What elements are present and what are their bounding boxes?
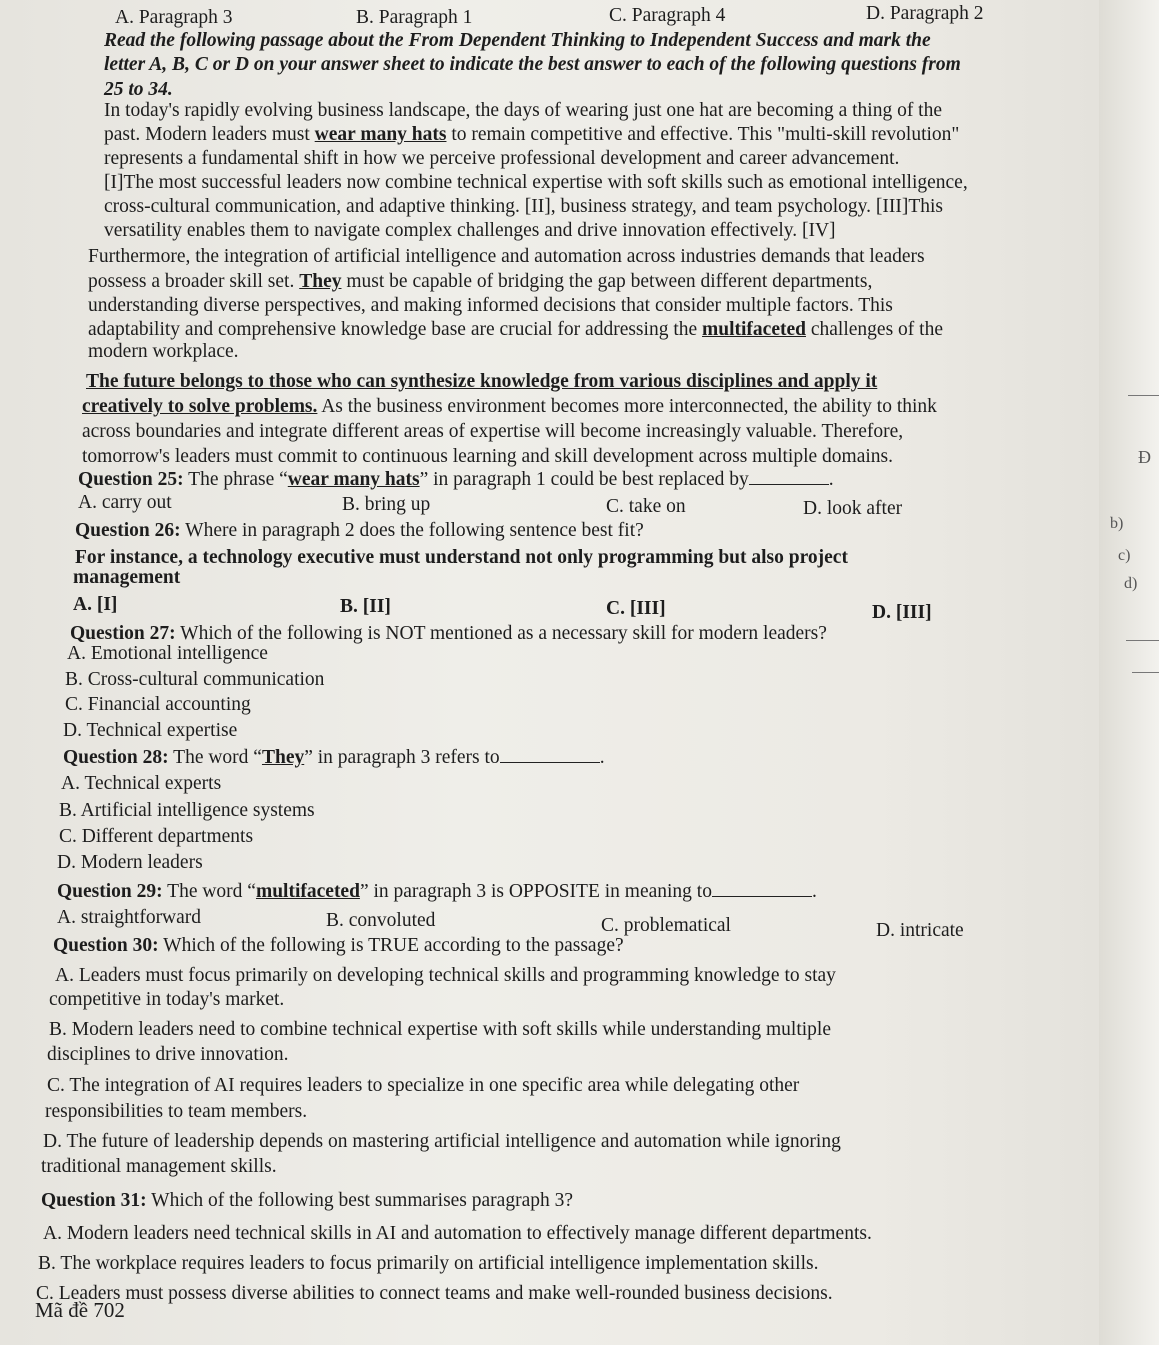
passage-line: In today's rapidly evolving business landscape, the days of wearing just one hat are becoming a thing of the (104, 100, 943, 121)
passage-line: Furthermore, the integration of artificial intelligence and automation across industries demands that leaders (88, 246, 925, 267)
q26-sentence: management (73, 567, 181, 588)
q25-option-a[interactable]: A. carry out (78, 492, 172, 513)
q28-option-c[interactable]: C. Different departments (59, 826, 254, 847)
question-25: Question 25: The phrase “wear many hats” in paragraph 1 could be best replaced by . (78, 469, 834, 490)
q28-option-b[interactable]: B. Artificial intelligence systems (59, 800, 315, 821)
q30-option-b[interactable]: B. Modern leaders need to combine technical expertise with soft skills while understanding multiple (49, 1019, 831, 1040)
margin-mark: c) (1118, 547, 1131, 564)
q29-option-a[interactable]: A. straightforward (57, 907, 202, 928)
passage-line: across boundaries and integrate different areas of expertise will become increasingly valuable. Therefore, (82, 421, 904, 442)
instruction-line: 25 to 34. (104, 79, 173, 100)
q27-option-d[interactable]: D. Technical expertise (63, 720, 238, 741)
passage-line: creatively to solve problems. As the business environment becomes more interconnected, the ability to think (82, 396, 937, 417)
underlined-word: multifaceted (702, 319, 806, 340)
q27-option-c[interactable]: C. Financial accounting (65, 694, 251, 715)
question-31: Question 31: Which of the following best summarises paragraph 3? (41, 1190, 574, 1211)
q26-option-d[interactable]: D. [III] (872, 602, 932, 623)
passage-line: cross-cultural communication, and adaptive thinking. [II], business strategy, and team psychology. [III]This (104, 196, 943, 217)
q29-option-c[interactable]: C. problematical (601, 915, 731, 936)
exam-code: Mã đề 702 (35, 1298, 125, 1322)
underlined-phrase: wear many hats (314, 124, 447, 145)
prev-option-b: B. Paragraph 1 (356, 7, 473, 28)
q26-option-a[interactable]: A. [I] (73, 594, 118, 615)
margin-rule (1126, 640, 1159, 641)
q26-option-c[interactable]: C. [III] (606, 598, 666, 619)
passage-line: possess a broader skill set. They must be capable of bridging the gap between different departments, (88, 271, 873, 292)
q30-option-b-cont: disciplines to drive innovation. (47, 1044, 289, 1065)
margin-mark: b) (1110, 515, 1124, 532)
margin-mark: Đ (1138, 447, 1151, 467)
passage-line: versatility enables them to navigate complex challenges and drive innovation effectively. [IV] (104, 220, 836, 241)
underlined-word: They (299, 271, 342, 292)
q30-option-a-cont: competitive in today's market. (49, 989, 285, 1010)
q30-option-d-cont: traditional management skills. (41, 1156, 277, 1177)
q30-option-a[interactable]: A. Leaders must focus primarily on developing technical skills and programming knowledge to stay (55, 965, 836, 986)
q26-option-b[interactable]: B. [II] (340, 596, 391, 617)
prev-option-a: A. Paragraph 3 (115, 7, 233, 28)
passage-line: past. Modern leaders must wear many hats to remain competitive and effective. This "multi-skill revolution" (104, 124, 960, 145)
q30-option-c[interactable]: C. The integration of AI requires leaders to specialize in one specific area while delegating other (47, 1075, 800, 1096)
passage-line: represents a fundamental shift in how we perceive professional development and career advancement. (104, 148, 900, 169)
q25-option-b[interactable]: B. bring up (342, 494, 431, 515)
question-30: Question 30: Which of the following is TRUE according to the passage? (53, 935, 624, 956)
q27-option-b[interactable]: B. Cross-cultural communication (65, 669, 325, 690)
q31-option-c[interactable]: C. Leaders must possess diverse abilities to connect teams and make well-rounded business decisions. (36, 1283, 833, 1304)
margin-rule (1132, 672, 1159, 673)
instruction-line: letter A, B, C or D on your answer sheet to indicate the best answer to each of the following questions from (104, 54, 961, 75)
q31-option-b[interactable]: B. The workplace requires leaders to focus primarily on artificial intelligence implementation skills. (38, 1253, 819, 1274)
passage-line: The future belongs to those who can synthesize knowledge from various disciplines and apply it (86, 371, 878, 392)
passage-line: tomorrow's leaders must commit to continuous learning and skill development across multiple domains. (82, 446, 894, 467)
question-29: Question 29: The word “multifaceted” in paragraph 3 is OPPOSITE in meaning to . (57, 881, 817, 902)
q31-option-a[interactable]: A. Modern leaders need technical skills in AI and automation to effectively manage different departments. (43, 1223, 872, 1244)
q26-sentence: For instance, a technology executive must understand not only programming but also project (75, 547, 848, 568)
passage-line: adaptability and comprehensive knowledge base are crucial for addressing the multifaceted challenges of the (88, 319, 943, 340)
q30-option-d[interactable]: D. The future of leadership depends on mastering artificial intelligence and automation while ignoring (43, 1131, 841, 1152)
q30-option-c-cont: responsibilities to team members. (45, 1101, 308, 1122)
prev-option-d: D. Paragraph 2 (866, 3, 984, 24)
q28-option-d[interactable]: D. Modern leaders (57, 852, 203, 873)
q25-option-c[interactable]: C. take on (606, 496, 686, 517)
passage-line: understanding diverse perspectives, and making informed decisions that consider multiple factors. This (88, 295, 893, 316)
question-28: Question 28: The word “They” in paragraph 3 refers to . (63, 747, 605, 768)
passage-line: modern workplace. (88, 341, 239, 362)
instruction-line: Read the following passage about the From Dependent Thinking to Independent Success and mark the (104, 30, 931, 51)
prev-option-c: C. Paragraph 4 (609, 5, 726, 26)
passage-line: [I]The most successful leaders now combine technical expertise with soft skills such as emotional intelligence, (104, 172, 968, 193)
margin-mark: d) (1124, 575, 1138, 592)
underlined-sentence: creatively to solve problems. (82, 396, 318, 417)
question-26: Question 26: Where in paragraph 2 does the following sentence best fit? (75, 520, 644, 541)
q29-option-b[interactable]: B. convoluted (326, 910, 436, 931)
margin-rule (1128, 395, 1159, 396)
q25-option-d[interactable]: D. look after (803, 498, 903, 519)
q28-option-a[interactable]: A. Technical experts (61, 773, 222, 794)
q27-option-a[interactable]: A. Emotional intelligence (67, 643, 268, 664)
question-27: Question 27: Which of the following is NOT mentioned as a necessary skill for modern leaders? (70, 623, 827, 644)
q29-option-d[interactable]: D. intricate (876, 920, 964, 941)
